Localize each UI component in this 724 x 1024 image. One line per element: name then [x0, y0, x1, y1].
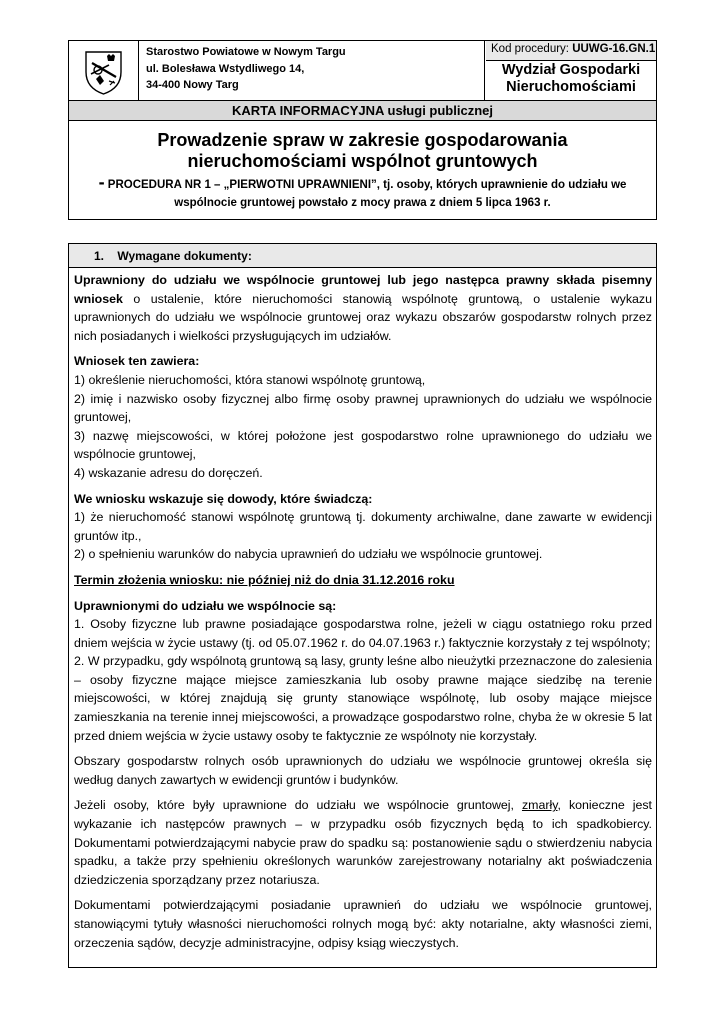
- evidence-item: 1) że nieruchomość stanowi wspólnotę gruntową tj. dokumenty archiwalne, dane zawarte w ewidencji gruntów itp.,: [74, 510, 652, 543]
- deceased-text-b: , konieczne jest wykazanie ich następców prawnych – w przypadku osób fizycznych będą to ich spadkobiercy. Dokumentami potwierdzającymi nabycie praw do spadku są: postanowienie sądu o stwierdzeniu nabycia spadku, a także przy spełnieniu określonych warunków zarejestrowany notarialny akt poświadczenia dziedziczenia sporządzany przez notariusza.: [74, 798, 652, 887]
- entitled-block: [74, 597, 652, 746]
- entitled-item: 1. Osoby fizyczne lub prawne posiadające gospodarstwa rolne, jeżeli w ciągu ostatniego roku przed dniem wejścia w życie ustawy (tj. od 05.07.1962 r. do 04.07.1963 r.) faktycznie korzystały z tej wspólnoty;: [74, 617, 652, 650]
- procedure-code: UUWG-16.GN.1: [572, 43, 656, 55]
- evidence-block: [74, 490, 652, 564]
- procedure-text: PROCEDURA NR 1 – „PIERWOTNI UPRAWNIENI”, tj. osoby, których uprawnienie do udziału we wspólnocie gruntowej powstało z mocy prawa z dniem 5 lipca 1963 r.: [107, 179, 627, 209]
- contents-block: [74, 352, 652, 482]
- page-title: [69, 130, 656, 172]
- evidence-heading: We wniosku wskazuje się dowody, które świadczą:: [74, 491, 373, 506]
- title-line1: Prowadzenie spraw w zakresie gospodarowania: [157, 130, 568, 150]
- intro-paragraph: [74, 271, 652, 345]
- department-cell: [486, 61, 656, 100]
- title-line2: nieruchomościami wspólnot gruntowych: [187, 151, 538, 171]
- contents-item: 4) wskazanie adresu do doręczeń.: [74, 465, 263, 480]
- section-body: [74, 271, 652, 952]
- deceased-underlined: zmarły: [521, 798, 558, 813]
- entitled-heading: Uprawnionymi do udziału we wspólnocie są:: [74, 598, 337, 613]
- title-dash: -: [98, 172, 105, 192]
- section-heading: 1. Wymagane dokumenty:: [69, 244, 656, 268]
- header-table: [68, 40, 657, 101]
- contents-heading: Wniosek ten zawiera:: [74, 354, 200, 369]
- coat-of-arms-cell: [69, 41, 139, 100]
- section-required-documents: [68, 243, 657, 968]
- contents-item: 1) określenie nieruchomości, która stanowi wspólnotę gruntową,: [74, 372, 426, 387]
- department-line2: Nieruchomościami: [506, 79, 636, 95]
- department-line1: Wydział Gospodarki: [501, 62, 641, 78]
- evidence-item: 2) o spełnieniu warunków do nabycia uprawnień do udziału we wspólnocie gruntowej.: [74, 547, 543, 562]
- procedure-description: [69, 173, 656, 212]
- deceased-text-a: Jeżeli osoby, które były uprawnione do udziału we wspólnocie gruntowej,: [74, 798, 522, 813]
- office-name: Starostwo Powiatowe w Nowym Targu: [146, 46, 346, 58]
- title-box: [68, 121, 657, 220]
- contents-item: 3) nazwę miejscowości, w której położone jest gospodarstwo rolne uprawnionego do udziału we wspólnocie gruntowej,: [74, 428, 652, 462]
- karta-heading: KARTA INFORMACYJNA usługi publicznej: [68, 101, 657, 121]
- areas-paragraph: Obszary gospodarstw rolnych osób uprawnionych do udziału we wspólnocie gruntowej określa się według danych zawartych w ewidencji gruntów i budynków.: [74, 754, 652, 787]
- deadline: Termin złożenia wniosku: nie później niż do dnia 31.12.2016 roku: [74, 572, 455, 587]
- entitled-item: 2. W przypadku, gdy wspólnotą gruntową są lasy, grunty leśne albo nieużytki przeznaczone do zalesienia – osoby fizyczne mające miejsce zamieszkania lub osoby prawne mające siedzibę na terenie miejscowości, w której znajdują się grunty stanowiące wspólnotę, lub osoby mające miejsce zamieszkania na terenie innej miejscowości, a prowadzące gospodarstwo rolne, chyba że w okresie 5 lat przed dniem wejścia w życie ustawy osoby te faktycznie ze wspólnoty nie korzystały.: [74, 654, 652, 743]
- deceased-paragraph: [74, 796, 652, 889]
- intro-bold: Uprawniony do udziału we wspólnocie gruntowej lub jego następca prawny składa pisemny wniosek: [74, 273, 652, 306]
- procedure-code-cell: [486, 41, 656, 61]
- procedure-code-label: Kod procedury:: [491, 43, 573, 55]
- office-address: [139, 41, 485, 100]
- address-street: ul. Bolesława Wstydliwego 14,: [146, 62, 305, 75]
- documents-paragraph: Dokumentami potwierdzającymi posiadanie uprawnień do udziału we wspólnocie gruntowej, stanowiącymi tytuły własności nieruchomości rolnych mogą być: akty notarialne, akty własności ziemi, orzeczenia sądów, decyzje administracyjne, odpisy ksiąg wieczystych.: [74, 898, 652, 950]
- contents-item: 2) imię i nazwisko osoby fizycznej albo firmę osoby prawnej uprawnionych do udziału we wspólnocie gruntowej,: [74, 391, 652, 425]
- coat-of-arms-icon: [69, 41, 138, 100]
- intro-rest: o ustalenie, które nieruchomości stanowią wspólnotę gruntową, o ustalenie wykazu uprawnionych do udziału we wspólnocie gruntowej oraz wykazu obszarów gospodarstw rolnych przez nich posiadanych i wielkości przysługujących im udziałów.: [74, 291, 652, 343]
- address-city: 34-400 Nowy Targ: [146, 79, 239, 91]
